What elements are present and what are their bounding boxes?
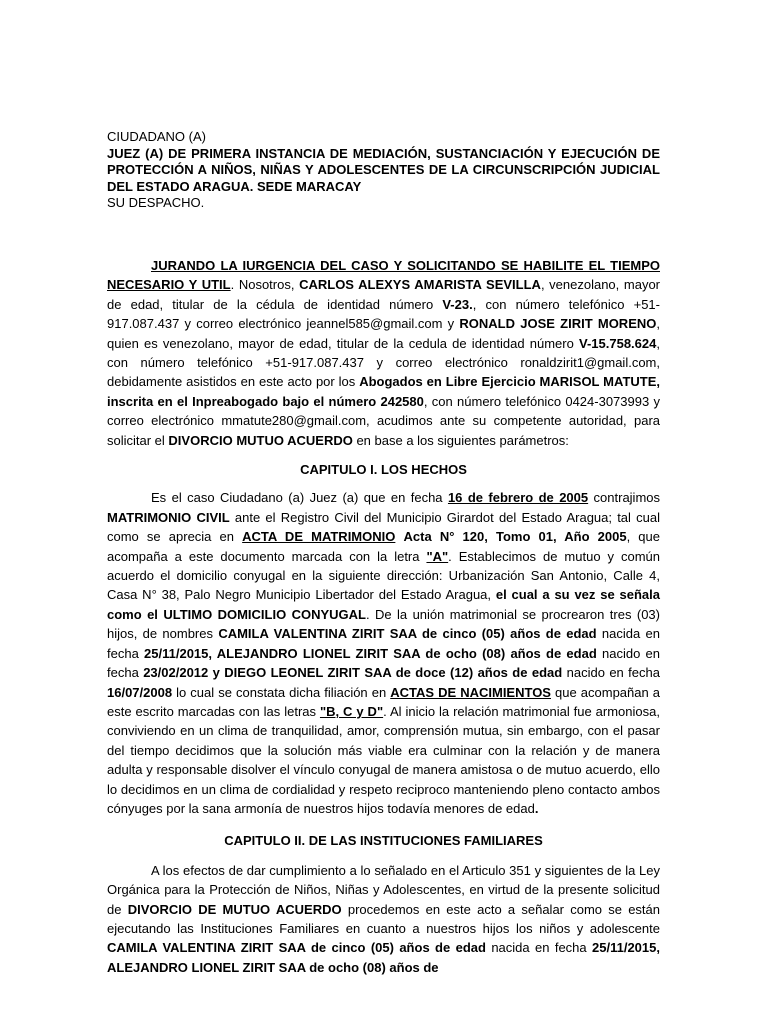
chapter-1-paragraph: Es el caso Ciudadano (a) Juez (a) que en fecha 16 de febrero de 2005 contrajimos MATRIMONIO CIVIL ante el Registro Civil del Municipio Girardot del Estado Aragua; tal cual como se aprecia en ACTA DE MATRIMONIO Acta N° 120, Tomo 01, Año 2005, que acompaña a este documento marcada con la letra "A". Establecimos de mutuo y común acuerdo el domicilio conyugal en la siguiente dirección: Urbanización San Antonio, Calle 4, Casa N° 38, Palo Negro Municipio Libertador del Estado Aragua, el cual a su vez se señala como el ULTIMO DOMICILIO CONYUGAL. De la unión matrimonial se procrearon tres (03) hijos, de nombres CAMILA VALENTINA ZIRIT SAA de cinco (05) años de edad nacida en fecha 25/11/2015, ALEJANDRO LIONEL ZIRIT SAA de ocho (08) años de edad nacido en fecha 23/02/2012 y DIEGO LEONEL ZIRIT SAA de doce (12) años de edad nacido en fecha 16/07/2008 lo cual se constata dicha filiación en ACTAS DE NACIMIENTOS que acompañan a este escrito marcadas con las letras "B, C y D". Al inicio la relación matrimonial fue armoniosa, conviviendo en un clima de tranquilidad, amor, comprensión mutua, sin embargo, con el pasar del tiempo decidimos que la solución más viable era culminar con la relación y de manera adulta y responsable disolver el vínculo conyugal de manera amistosa o de mutuo acuerdo, ello lo decidimos en un clima de cordialidad y respeto reciproco manteniendo pleno contacto ambos cónyuges por la sana armonía de nuestros hijos todavía menores de edad. bbox=[107, 490, 661, 816]
document-header bbox=[107, 129, 660, 212]
intro-paragraph: JURANDO LA IURGENCIA DEL CASO Y SOLICITANDO SE HABILITE EL TIEMPO NECESARIO Y UTIL. Nosotros, CARLOS ALEXYS AMARISTA SEVILLA, venezolano, mayor de edad, titular de la cédula de identidad número V-23., con número telefónico +51-917.087.437 y correo electrónico jeannel585@gmail.com y RONALD JOSE ZIRIT MORENO, quien es venezolano, mayor de edad, titular de la cedula de identidad número V-15.758.624, con número telefónico +51-917.087.437 y correo electrónico ronaldzirit1@gmail.com, debidamente asistidos en este acto por los Abogados en Libre Ejercicio MARISOL MATUTE, inscrita en el Inpreabogado bajo el número 242580, con número telefónico 0424-3073993 y correo electrónico mmatute280@gmail.com, acudimos ante su competente autoridad, para solicitar el DIVORCIO MUTUO ACUERDO en base a los siguientes parámetros: bbox=[107, 257, 661, 448]
urgency-clause: JURANDO LA IURGENCIA DEL CASO Y SOLICITANDO SE HABILITE EL TIEMPO NECESARIO Y UTIL bbox=[107, 257, 660, 293]
chapter-2-paragraph: A los efectos de dar cumplimiento a lo señalado en el Articulo 351 y siguientes de la Ley Orgánica para la Protección de Niños, Niñas y Adolescentes, en virtud de la presente solicitud de DIVORCIO DE MUTUO ACUERDO procedemos en este acto a señalar como se están ejecutando las Instituciones Familiares en cuanto a nuestros hijos los niños y adolescente CAMILA VALENTINA ZIRIT SAA de cinco (05) años de edad nacida en fecha 25/11/2015, ALEJANDRO LIONEL ZIRIT SAA de ocho (08) años de bbox=[107, 862, 660, 975]
birth-certificates: ACTAS DE NACIMIENTOS bbox=[390, 684, 551, 700]
child-2: 25/11/2015, ALEJANDRO LIONEL ZIRIT SAA de ocho (08) años de edad bbox=[144, 645, 597, 661]
marriage-date: 16 de febrero de 2005 bbox=[447, 490, 589, 506]
child-3: 23/02/2012 y DIEGO LEONEL ZIRIT SAA de doce (12) años de edad bbox=[143, 665, 563, 681]
petitioner-1-name: CARLOS ALEXYS AMARISTA SEVILLA bbox=[299, 277, 541, 293]
chapter-2-title: CAPITULO II. DE LAS INSTITUCIONES FAMILIARES bbox=[224, 833, 543, 849]
request-type: DIVORCIO MUTUO ACUERDO bbox=[168, 432, 353, 448]
closing-line: SU DESPACHO. bbox=[107, 195, 205, 211]
last-domicile: el cual a su vez se señala como el ULTIMO DOMICILIO CONYUGAL bbox=[107, 587, 661, 622]
attorney-info: Abogados en Libre Ejercicio MARISOL MATUTE, inscrita en el Inpreabogado bajo el número 242580 bbox=[107, 374, 660, 409]
petitioner-2-id: V-15.758.624 bbox=[579, 335, 657, 351]
court-name: JUEZ (A) DE PRIMERA INSTANCIA DE MEDIACIÓN, SUSTANCIACIÓN Y EJECUCIÓN DE PROTECCIÓN A NIÑOS, NIÑAS Y ADOLESCENTES DE LA CIRCUNSCRIPCIÓN JUDICIAL DEL ESTADO ARAGUA. SEDE MARACAY bbox=[107, 145, 660, 194]
chapter-1-title: CAPITULO I. LOS HECHOS bbox=[300, 462, 467, 478]
marriage-certificate: ACTA DE MATRIMONIO bbox=[242, 529, 396, 545]
petitioner-2-name: RONALD JOSE ZIRIT MORENO bbox=[459, 316, 657, 332]
child-1: CAMILA VALENTINA ZIRIT SAA de cinco (05) años de edad bbox=[218, 626, 597, 642]
petitioner-1-id: V-23. bbox=[442, 296, 473, 312]
addressee-line: CIUDADANO (A) bbox=[107, 129, 206, 144]
